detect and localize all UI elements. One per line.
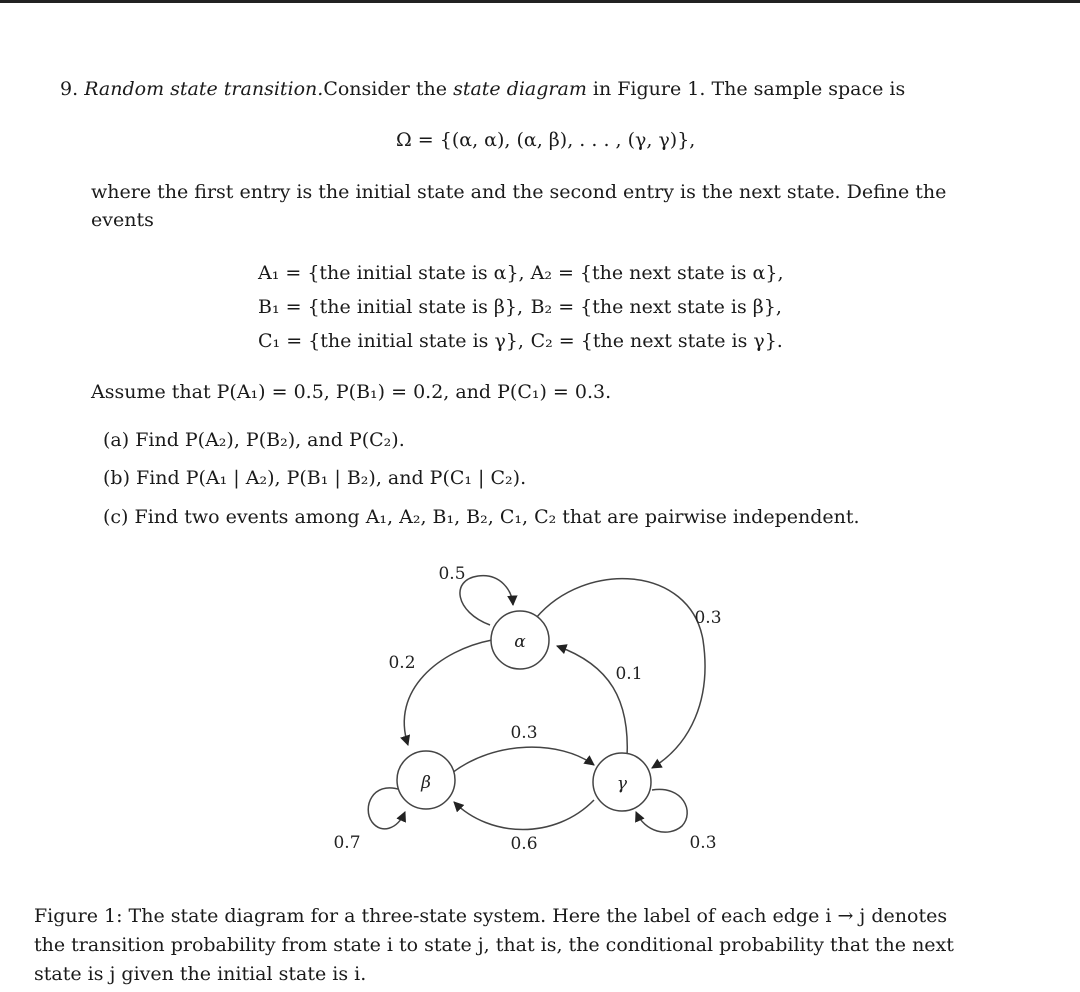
event-b2: B₂ = {the next state is β},: [530, 296, 782, 318]
part-c: (c) Find two events among A₁, A₂, B₁, B₂, C₁, C₂ that are pairwise independent.: [103, 506, 860, 528]
edge-beta-self: [368, 788, 405, 829]
label-gamma-to-beta: 0.6: [510, 834, 538, 854]
caption-line-3: state is j given the initial state is i.: [34, 963, 367, 985]
node-alpha-label: α: [514, 632, 526, 652]
problem-title: Random state transition.: [84, 78, 324, 100]
label-alpha-self: 0.5: [438, 564, 466, 584]
caption-line-1: Figure 1: The state diagram for a three-state system. Here the label of each edge i → j denotes: [34, 905, 948, 927]
event-c2: C₂ = {the next state is γ}.: [530, 330, 783, 352]
figure-caption: [34, 902, 1044, 989]
node-gamma-label: γ: [616, 774, 628, 794]
part-a: (a) Find P(A₂), P(B₂), and P(C₂).: [103, 429, 405, 451]
edge-gamma-to-beta: [454, 800, 594, 830]
label-gamma-self: 0.3: [689, 833, 717, 853]
event-c1: C₁ = {the initial state is γ},: [258, 330, 524, 352]
part-b: (b) Find P(A₁ | A₂), P(B₁ | B₂), and P(C₁ | C₂).: [103, 467, 527, 489]
where-line-2: events: [91, 209, 154, 231]
event-a1: A₁ = {the initial state is α},: [258, 262, 525, 284]
edge-beta-to-gamma: [452, 747, 594, 773]
assumption-text: Assume that P(A₁) = 0.5, P(B₁) = 0.2, and P(C₁) = 0.3.: [91, 381, 612, 403]
label-beta-self: 0.7: [333, 833, 361, 853]
event-b1: B₁ = {the initial state is β},: [258, 296, 523, 318]
label-beta-to-gamma: 0.3: [510, 723, 538, 743]
problem-intro-b: in Figure 1. The sample space is: [586, 78, 906, 100]
sample-space-equation: Ω = {(α, α), (α, β), . . . , (γ, γ)},: [396, 129, 696, 151]
where-line-1: where the first entry is the initial state and the second entry is the next state. Define the: [91, 181, 947, 203]
label-gamma-to-alpha-inner: 0.1: [615, 664, 643, 684]
caption-line-2: the transition probability from state i to state j, that is, the conditional probability that the next: [34, 934, 954, 956]
problem-number: 9.: [60, 78, 79, 100]
label-alpha-to-beta: 0.2: [388, 653, 416, 673]
event-a2: A₂ = {the next state is α},: [530, 262, 784, 284]
node-beta-label: β: [421, 773, 431, 793]
edge-alpha-to-beta: [404, 640, 492, 745]
edge-gamma-to-alpha-inner: [557, 646, 627, 758]
problem-intro-a: Consider the: [323, 78, 454, 100]
problem-intro-emphasis: state diagram: [453, 78, 587, 100]
label-gamma-to-alpha-outer: 0.3: [694, 608, 722, 628]
